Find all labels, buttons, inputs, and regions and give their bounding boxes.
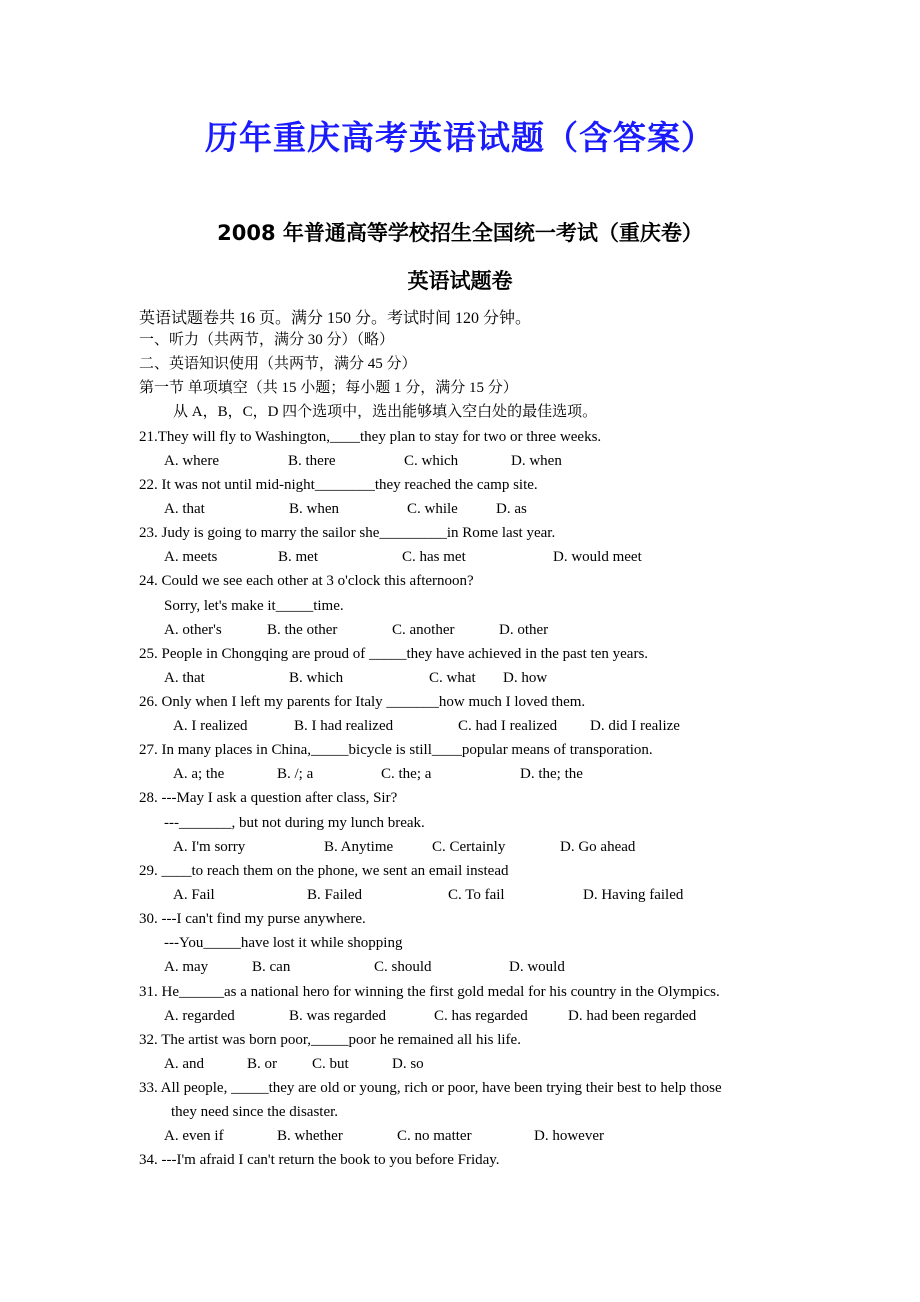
question-24-option-c: C. another — [392, 622, 455, 638]
question-21-option-d: D. when — [511, 453, 562, 469]
question-29-option-b: B. Failed — [307, 887, 362, 903]
question-31-stem: 31. He______as a national hero for winning the first gold medal for his country in the Olympics. — [139, 984, 720, 1000]
question-23-option-b: B. met — [278, 549, 318, 565]
question-26-option-b: B. I had realized — [294, 718, 394, 734]
question-32-option-c: C. but — [312, 1056, 349, 1072]
section-instruction: 从 A，B，C，D 四个选项中，选出能够填入空白处的最佳选项。 — [173, 404, 598, 420]
question-24-stem-reply: Sorry, let's make it_____time. — [164, 598, 344, 614]
question-28-option-d: D. Go ahead — [560, 839, 636, 855]
question-29-option-a: A. Fail — [173, 887, 215, 903]
question-25-stem: 25. People in Chongqing are proud of _____they have achieved in the past ten years. — [139, 646, 649, 662]
question-21-option-b: B. there — [288, 453, 336, 469]
question-25-option-a: A. that — [164, 670, 205, 686]
question-22-stem: 22. It was not until mid-night________they reached the camp site. — [139, 477, 538, 493]
question-33-option-b: B. whether — [277, 1128, 343, 1144]
question-22-option-b: B. when — [289, 501, 339, 517]
question-26-stem: 26. Only when I left my parents for Italy _______how much I loved them. — [139, 694, 586, 710]
question-31-option-a: A. regarded — [164, 1008, 235, 1024]
question-28-option-b: B. Anytime — [324, 839, 394, 855]
document-main-title: 历年重庆高考英语试题（含答案） — [205, 118, 715, 157]
question-31-option-c: C. has regarded — [434, 1008, 528, 1024]
question-30-stem: 30. ---I can't find my purse anywhere. — [139, 911, 366, 927]
question-24-option-a: A. other's — [164, 622, 222, 638]
exam-intro: 英语试题卷共 16 页。满分 150 分。考试时间 120 分钟。 — [139, 310, 532, 327]
question-33-option-c: C. no matter — [397, 1128, 472, 1144]
question-29-option-d: D. Having failed — [583, 887, 684, 903]
question-26-option-c: C. had I realized — [458, 718, 558, 734]
question-26-option-d: D. did I realize — [590, 718, 680, 734]
question-32-option-d: D. so — [392, 1056, 424, 1072]
question-25-option-b: B. which — [289, 670, 344, 686]
exam-subtitle: 英语试题卷 — [407, 269, 513, 293]
question-28-option-c: C. Certainly — [432, 839, 506, 855]
question-31-option-d: D. had been regarded — [568, 1008, 697, 1024]
question-22-option-a: A. that — [164, 501, 205, 517]
question-21-stem: 21.They will fly to Washington,____they plan to stay for two or three weeks. — [139, 429, 602, 445]
question-27-stem: 27. In many places in China,_____bicycle is still____popular means of transporation. — [139, 742, 653, 758]
question-32-option-b: B. or — [247, 1056, 277, 1072]
exam-title: 2008 年普通高等学校招生全国统一考试（重庆卷） — [217, 221, 703, 245]
question-23-option-a: A. meets — [164, 549, 218, 565]
question-34-stem: 34. ---I'm afraid I can't return the book to you before Friday. — [139, 1152, 500, 1168]
part2-heading: 二、英语知识使用（共两节，满分 45 分） — [139, 356, 417, 372]
question-28-stem-reply: ---_______, but not during my lunch break. — [164, 815, 425, 831]
question-30-stem-reply: ---You_____have lost it while shopping — [164, 935, 403, 951]
question-25-option-c: C. what — [429, 670, 476, 686]
question-24-option-d: D. other — [499, 622, 549, 638]
question-23-option-d: D. would meet — [553, 549, 642, 565]
question-23-stem: 23. Judy is going to marry the sailor she_________in Rome last year. — [139, 525, 556, 541]
question-31-option-b: B. was regarded — [289, 1008, 387, 1024]
question-30-option-a: A. may — [164, 959, 209, 975]
question-33-stem-continued: they need since the disaster. — [171, 1104, 339, 1120]
question-30-option-c: C. should — [374, 959, 432, 975]
question-33-option-d: D. however — [534, 1128, 604, 1144]
question-21-option-c: C. which — [404, 453, 459, 469]
part1-heading: 一、听力（共两节，满分 30 分）（略） — [139, 332, 395, 348]
question-22-option-d: D. as — [496, 501, 527, 517]
question-32-option-a: A. and — [164, 1056, 204, 1072]
question-24-option-b: B. the other — [267, 622, 338, 638]
question-27-option-a: A. a; the — [173, 766, 225, 782]
question-21-option-a: A. where — [164, 453, 219, 469]
question-27-option-b: B. /; a — [277, 766, 314, 782]
question-28-option-a: A. I'm sorry — [173, 839, 246, 855]
question-30-option-b: B. can — [252, 959, 291, 975]
question-29-option-c: C. To fail — [448, 887, 505, 903]
question-25-option-d: D. how — [503, 670, 548, 686]
question-24-stem: 24. Could we see each other at 3 o'clock this afternoon? — [139, 573, 474, 589]
question-22-option-c: C. while — [407, 501, 458, 517]
question-28-stem: 28. ---May I ask a question after class, Sir? — [139, 790, 398, 806]
question-32-stem: 32. The artist was born poor,_____poor he remained all his life. — [139, 1032, 521, 1048]
question-23-option-c: C. has met — [402, 549, 466, 565]
question-27-option-d: D. the; the — [520, 766, 583, 782]
question-33-stem: 33. All people, _____they are old or young, rich or poor, have been trying their best to help those — [139, 1080, 722, 1096]
section1-heading: 第一节 单项填空（共 15 小题；每小题 1 分，满分 15 分） — [139, 380, 518, 396]
question-26-option-a: A. I realized — [173, 718, 248, 734]
question-30-option-d: D. would — [509, 959, 565, 975]
question-27-option-c: C. the; a — [381, 766, 432, 782]
question-29-stem: 29. ____to reach them on the phone, we sent an email instead — [139, 863, 509, 879]
question-33-option-a: A. even if — [164, 1128, 224, 1144]
